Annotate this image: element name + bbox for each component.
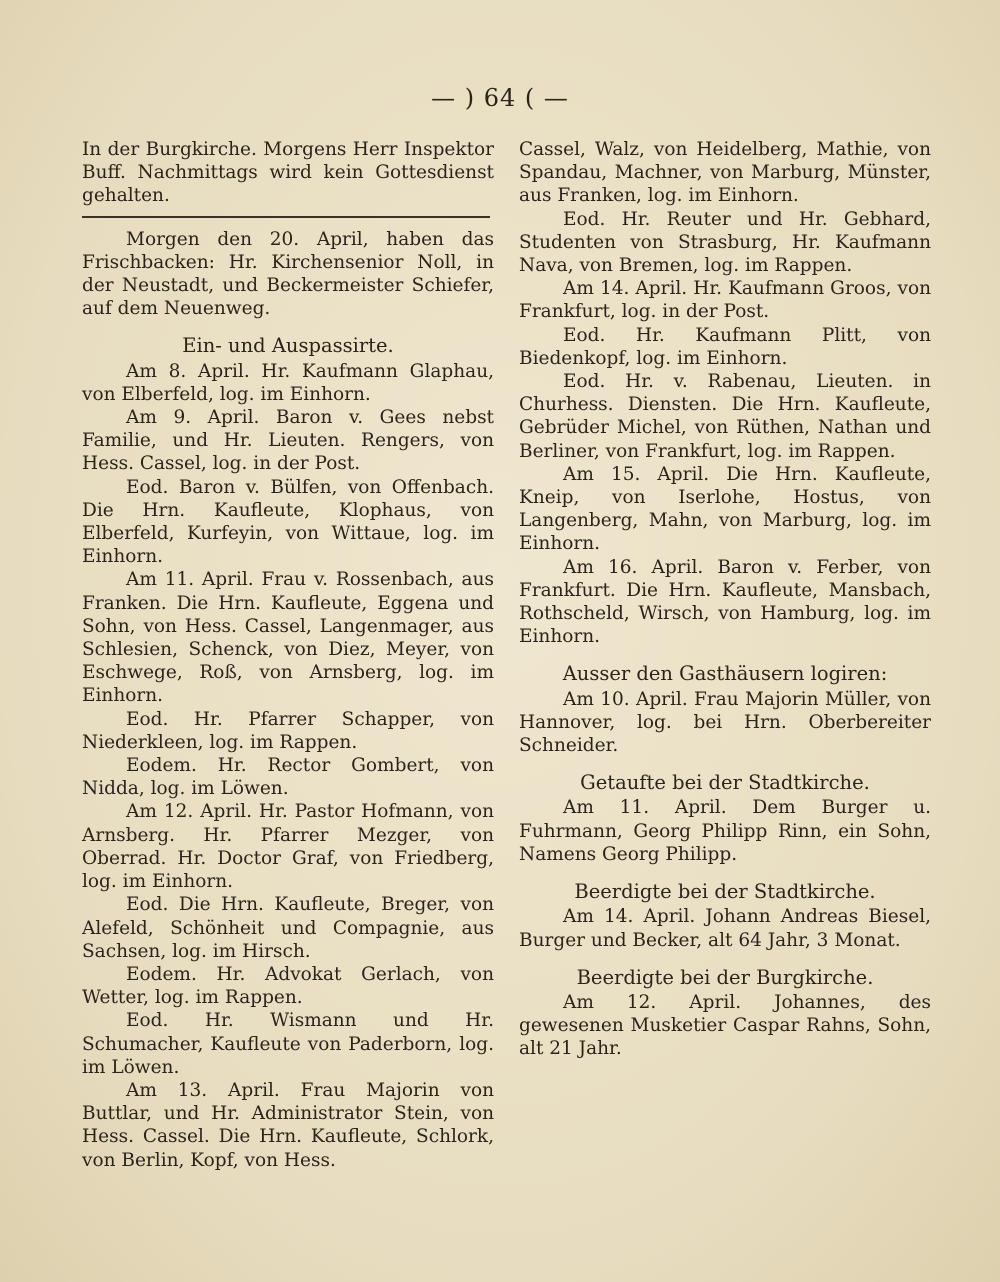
divider-rule [82, 216, 490, 218]
arrival-entry: Am 9. April. Baron v. Gees nebst Familie, und Hr. Lieuten. Rengers, von Hess. Cassel, log. in der Post. [82, 407, 494, 475]
arrival-entry: Eod. Hr. Reuter und Hr. Gebhard, Studenten von Strasburg, Hr. Kaufmann Nava, von Bremen, log. im Rappen. [519, 208, 931, 277]
page-number-header: — ) 64 ( — [431, 84, 569, 112]
section-title-getaufte: Getaufte bei der Stadtkirche. [580, 771, 870, 795]
arrival-entry: Eod. Hr. Kaufmann Plitt, von Biedenkopf, log. im Einhorn. [519, 324, 931, 369]
right-column [519, 138, 931, 1061]
section-title-ausser: Ausser den Gasthäusern logiren: [562, 662, 888, 686]
arrival-entry: Eod. Hr. Pfarrer Schapper, von Niederkleen, log. im Rappen. [82, 708, 494, 753]
arrival-entry: Am 11. April. Frau v. Rossenbach, aus Franken. Die Hrn. Kaufleute, Eggena und Sohn, von Hess. Cassel, Langenmager, aus Schlesien, Schenck, von Diez, Meyer, von Eschwege, Roß, von Arnsberg, log. im Einhorn. [82, 569, 494, 707]
section-title-passirte: Ein- und Auspassirte. [182, 334, 394, 358]
arrival-entry: Am 12. April. Hr. Pastor Hofmann, von Arnsberg. Hr. Pfarrer Mezger, von Oberrad. Hr. Doctor Graf, von Friedberg, log. im Einhorn. [82, 801, 494, 893]
left-column [82, 138, 494, 1172]
arrival-entry: Eod. Hr. v. Rabenau, Lieuten. in Churhess. Diensten. Die Hrn. Kaufleute, Gebrüder Michel, von Rüthen, Nathan und Berliner, von Frankfurt, log. im Rappen. [519, 371, 931, 462]
arrival-entry: Eod. Hr. Wismann und Hr. Schumacher, Kaufleute von Paderborn, log. im Löwen. [82, 1010, 494, 1078]
burgkirche-notice: In der Burgkirche. Morgens Herr Inspektor Buff. Nachmittags wird kein Gottesdienst gehalten. [82, 139, 494, 207]
arrival-entry: Eodem. Hr. Advokat Gerlach, von Wetter, log. im Rappen. [82, 963, 494, 1009]
arrival-entry: Am 8. April. Hr. Kaufmann Glaphau, von Elberfeld, log. im Einhorn. [82, 360, 494, 405]
section-title-beerdigte-burg: Beerdigte bei der Burgkirche. [576, 965, 874, 989]
arrival-entry: Am 13. April. Frau Majorin von Buttlar, und Hr. Administrator Stein, von Hess. Cassel. Die Hrn. Kaufleute, Schlork, von Berlin, Kopf, von Hess. [82, 1079, 494, 1171]
section-title-beerdigte-stadt: Beerdigte bei der Stadtkirche. [574, 880, 876, 904]
ausser-entry: Am 10. April. Frau Majorin Müller, von Hannover, log. bei Hrn. Oberbereiter Schneider. [519, 688, 931, 757]
beerdigte-stadt-entry: Am 14. April. Johann Andreas Biesel, Burger und Becker, alt 64 Jahr, 3 Monat. [519, 906, 931, 951]
beerdigte-burg-entry: Am 12. April. Johannes, des gewesenen Musketier Caspar Rahns, Sohn, alt 21 Jahr. [519, 991, 931, 1060]
getaufte-entry: Am 11. April. Dem Burger u. Fuhrmann, Georg Philipp Rinn, ein Sohn, Namens Georg Philipp. [519, 797, 931, 865]
arrival-entry: Eod. Baron v. Bülfen, von Offenbach. Die Hrn. Kaufleute, Klophaus, von Elberfeld, Kurfeyin, von Wittaue, log. im Einhorn. [82, 476, 494, 568]
arrival-entry: Am 15. April. Die Hrn. Kaufleute, Kneip, von Iserlohe, Hostus, von Langenberg, Mahn, von Marburg, log. im Einhorn. [519, 463, 931, 555]
arrival-entry: Cassel, Walz, von Heidelberg, Mathie, von Spandau, Machner, von Marburg, Münster, aus Franken, log. im Einhorn. [519, 139, 931, 207]
arrival-entry: Eod. Die Hrn. Kaufleute, Breger, von Alefeld, Schönheit und Compagnie, aus Sachsen, log. im Hirsch. [82, 894, 494, 962]
arrival-entry: Eodem. Hr. Rector Gombert, von Nidda, log. im Löwen. [82, 755, 494, 800]
arrival-entry: Am 16. April. Baron v. Ferber, von Frankfurt. Die Hrn. Kaufleute, Mansbach, Rothscheld, Wirsch, von Hamburg, log. im Einhorn. [519, 556, 931, 648]
arrival-entry: Am 14. April. Hr. Kaufmann Groos, von Frankfurt, log. in der Post. [519, 278, 931, 323]
frischbacken-notice: Morgen den 20. April, haben das Frischbacken: Hr. Kirchensenior Noll, in der Neustadt, und Beckermeister Schiefer, auf dem Neuenweg. [82, 228, 494, 320]
